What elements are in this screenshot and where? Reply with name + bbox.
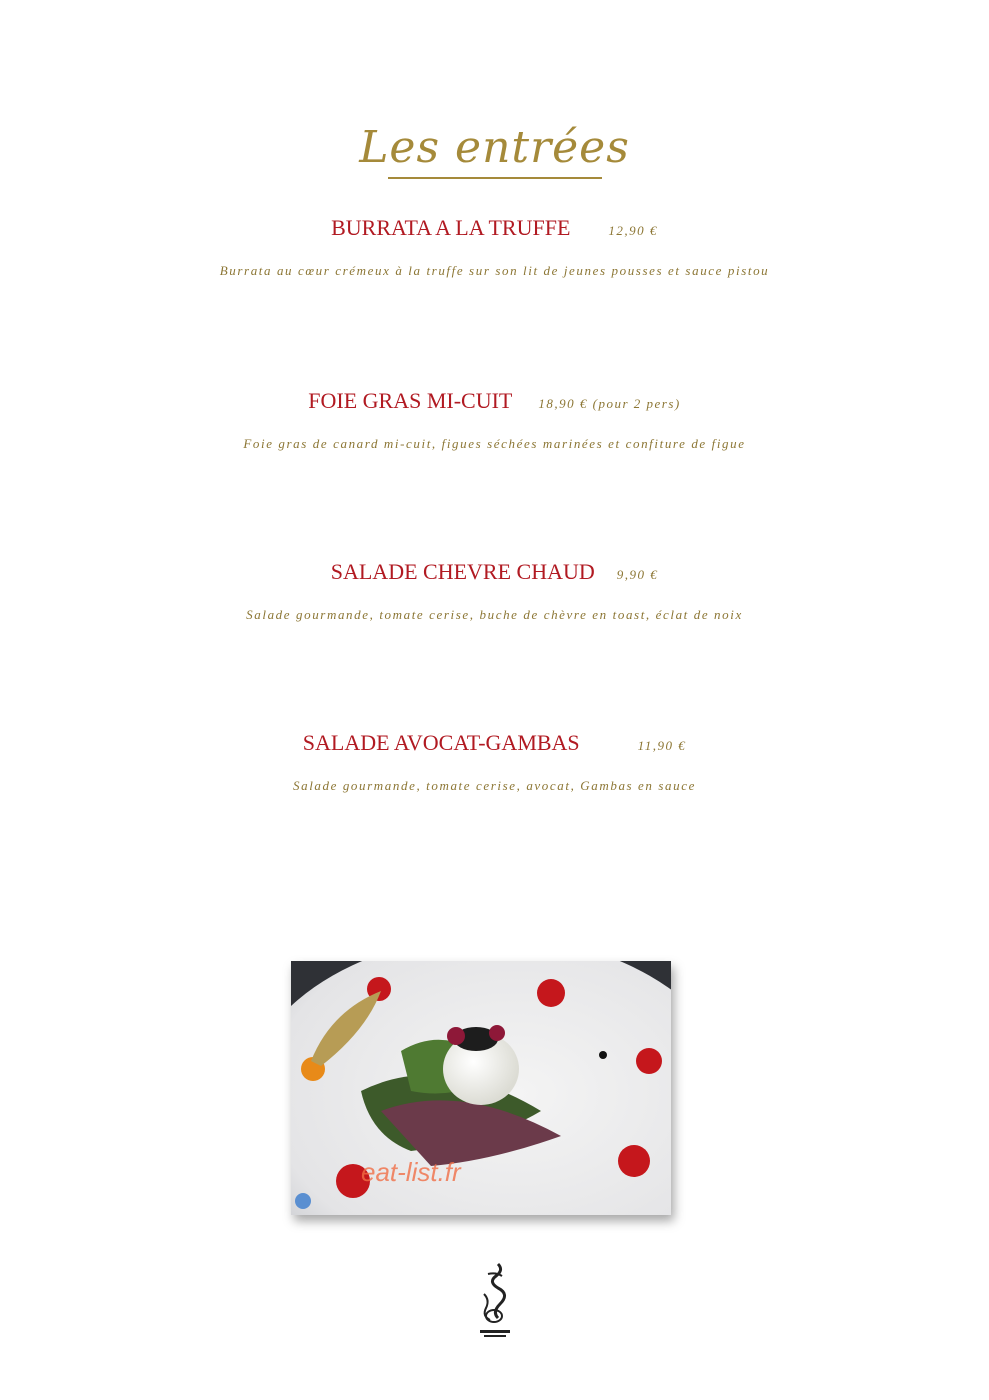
dish-description: Salade gourmande, tomate cerise, avocat, Gambas en sauce <box>293 778 696 793</box>
page-title: Les entrées <box>359 122 630 173</box>
dish-name: BURRATA A LA TRUFFE <box>331 215 571 240</box>
dish-name: SALADE CHEVRE CHAUD <box>330 559 595 584</box>
dish-item <box>0 387 989 452</box>
dish-price: 11,90 € <box>637 738 687 753</box>
watermark-text: eat-list.fr <box>361 1157 461 1187</box>
dish-description: Salade gourmande, tomate cerise, buche de chèvre en toast, éclat de noix <box>246 607 743 622</box>
dish-item <box>0 729 989 794</box>
dish-item <box>0 558 989 623</box>
calligraphy-logo-icon <box>470 1260 520 1340</box>
dish-item <box>0 214 989 279</box>
dish-price: 9,90 € <box>616 567 659 582</box>
title-underline <box>388 177 602 179</box>
dish-photo <box>291 961 671 1215</box>
dish-description: Foie gras de canard mi-cuit, figues séchées marinées et confiture de figue <box>243 436 746 451</box>
dish-name: SALADE AVOCAT-GAMBAS <box>302 730 580 755</box>
dish-price: 12,90 € <box>608 223 658 238</box>
dish-description: Burrata au cœur crémeux à la truffe sur son lit de jeunes pousses et sauce pistou <box>219 263 770 278</box>
dish-price: 18,90 € (pour 2 pers) <box>538 396 681 411</box>
dish-name: FOIE GRAS MI-CUIT <box>308 388 513 413</box>
